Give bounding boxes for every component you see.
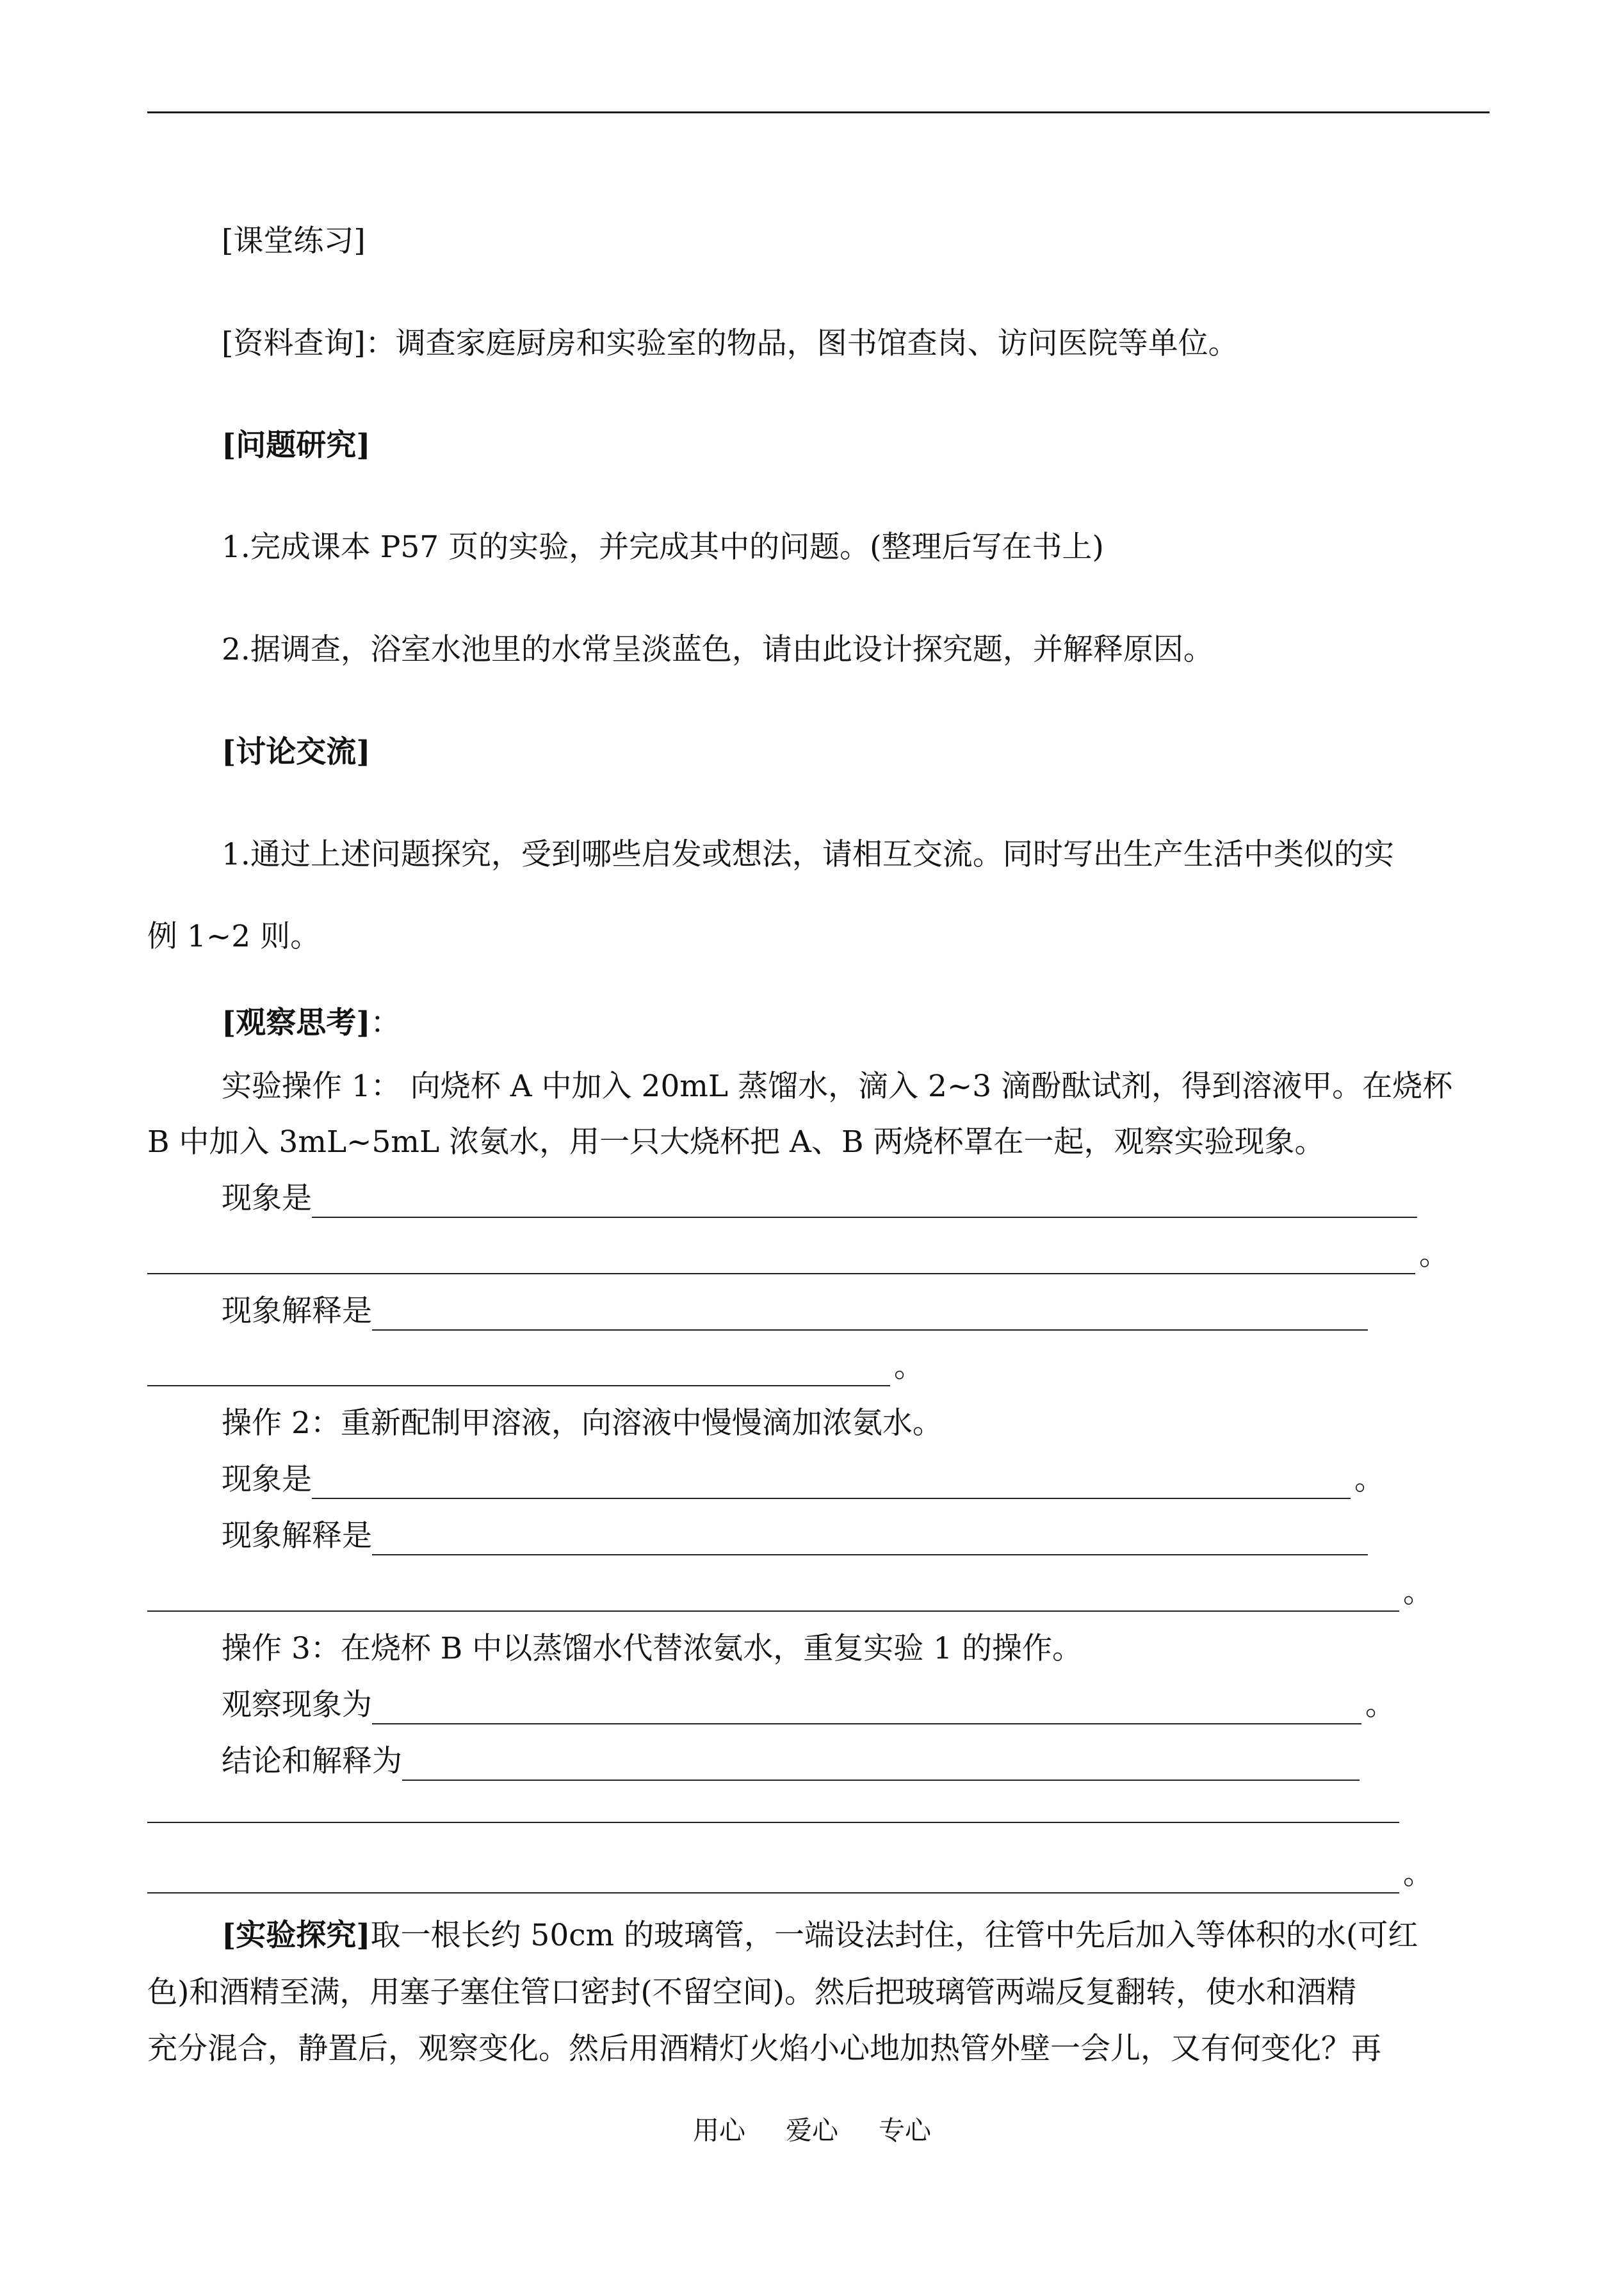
op2-explain-row-2 (147, 1573, 1490, 1612)
op2-explain-blank[interactable] (372, 1531, 1368, 1555)
op3-conclusion-row-3 (147, 1855, 1490, 1894)
op1-explain-row-2 (147, 1348, 1490, 1386)
observe-colon: ： (370, 1005, 401, 1041)
phenomenon-label: 现象是 (222, 1181, 312, 1216)
discussion-1-line1: 1.通过上述问题探究，受到哪些启发或想法，请相互交流。同时写出生产生活中类似的实 (222, 837, 1394, 872)
period: 。 (1419, 1237, 1449, 1272)
op2-phenomenon-blank[interactable] (312, 1475, 1351, 1499)
experiment-line3: 充分混合，静置后，观察变化。然后用酒精灯火焰小心地加热管外壁一会儿，又有何变化？再 (147, 2031, 1381, 2066)
experiment-title: [实验探究] (222, 1918, 371, 1953)
op3-conclusion-blank-3[interactable] (147, 1869, 1399, 1894)
op3-observe-row (147, 1686, 1490, 1724)
experiment-line1 (147, 1917, 1490, 1955)
period: 。 (1354, 1462, 1384, 1497)
op2-phenomenon-row (147, 1461, 1490, 1499)
experiment-line1-text: 取一根长约 50cm 的玻璃管，一端设法封住，往管中先后加入等体积的水(可红 (370, 1918, 1418, 1953)
op3-text: 操作 3：在烧杯 B 中以蒸馏水代替浓氨水，重复实验 1 的操作。 (222, 1631, 1083, 1666)
op2-explain-row (147, 1517, 1490, 1555)
op3-conclusion-row (147, 1742, 1490, 1781)
op3-conclusion-row-2 (147, 1799, 1490, 1823)
op1-phenomenon-row (147, 1180, 1490, 1218)
page-footer: 用心 爱心 专心 (692, 2115, 932, 2146)
period: 。 (1403, 1856, 1433, 1892)
op1-explain-blank-2[interactable] (147, 1362, 890, 1386)
period: 。 (894, 1349, 924, 1384)
classroom-practice-heading: [课堂练习] (222, 223, 366, 259)
op2-text: 操作 2：重新配制甲溶液，向溶液中慢慢滴加浓氨水。 (222, 1406, 943, 1441)
observe-phenomenon-label: 观察现象为 (222, 1687, 372, 1723)
problem-2-text: 2.据调查，浴室水池里的水常呈淡蓝色，请由此设计探究题，并解释原因。 (222, 632, 1214, 667)
period: 。 (1403, 1575, 1433, 1610)
experiment-line2: 色)和酒精至满，用塞子塞住管口密封(不留空间)。然后把玻璃管两端反复翻转，使水和酒精 (147, 1975, 1357, 2010)
explain-label: 现象解释是 (222, 1518, 372, 1553)
discussion-1-line2: 例 1~2 则。 (147, 919, 321, 954)
op1-explain-blank[interactable] (372, 1306, 1368, 1331)
conclusion-label: 结论和解释为 (222, 1744, 402, 1779)
header-rule (147, 111, 1490, 113)
op1-phenomenon-blank[interactable] (312, 1194, 1417, 1218)
op1-line2: B 中加入 3mL~5mL 浓氨水，用一只大烧杯把 A、B 两烧杯罩在一起，观察实验现象。 (147, 1124, 1325, 1160)
discussion-heading: [讨论交流] (222, 734, 371, 770)
observe-heading (147, 1004, 1490, 1042)
op2-explain-blank-2[interactable] (147, 1587, 1399, 1612)
phenomenon-label: 现象是 (222, 1462, 312, 1497)
problem-1-text: 1.完成课本 P57 页的实验，并完成其中的问题。(整理后写在书上) (222, 530, 1104, 565)
data-query-text: [资料查询]：调查家庭厨房和实验室的物品，图书馆查岗、访问医院等单位。 (222, 326, 1238, 361)
op3-conclusion-blank[interactable] (402, 1756, 1360, 1781)
op1-explain-row (147, 1292, 1490, 1331)
op3-conclusion-blank-2[interactable] (147, 1799, 1399, 1823)
period: 。 (1365, 1687, 1395, 1723)
op1-phenomenon-row-2 (147, 1236, 1490, 1274)
op3-observe-blank[interactable] (372, 1700, 1361, 1724)
observe-title: [观察思考] (222, 1005, 371, 1041)
problem-research-heading: [问题研究] (222, 428, 371, 463)
explain-label: 现象解释是 (222, 1293, 372, 1329)
op1-phenomenon-blank-2[interactable] (147, 1250, 1415, 1274)
op1-line1: 实验操作 1： 向烧杯 A 中加入 20mL 蒸馏水，滴入 2~3 滴酚酞试剂，得到溶液甲。在烧杯 (222, 1069, 1453, 1104)
